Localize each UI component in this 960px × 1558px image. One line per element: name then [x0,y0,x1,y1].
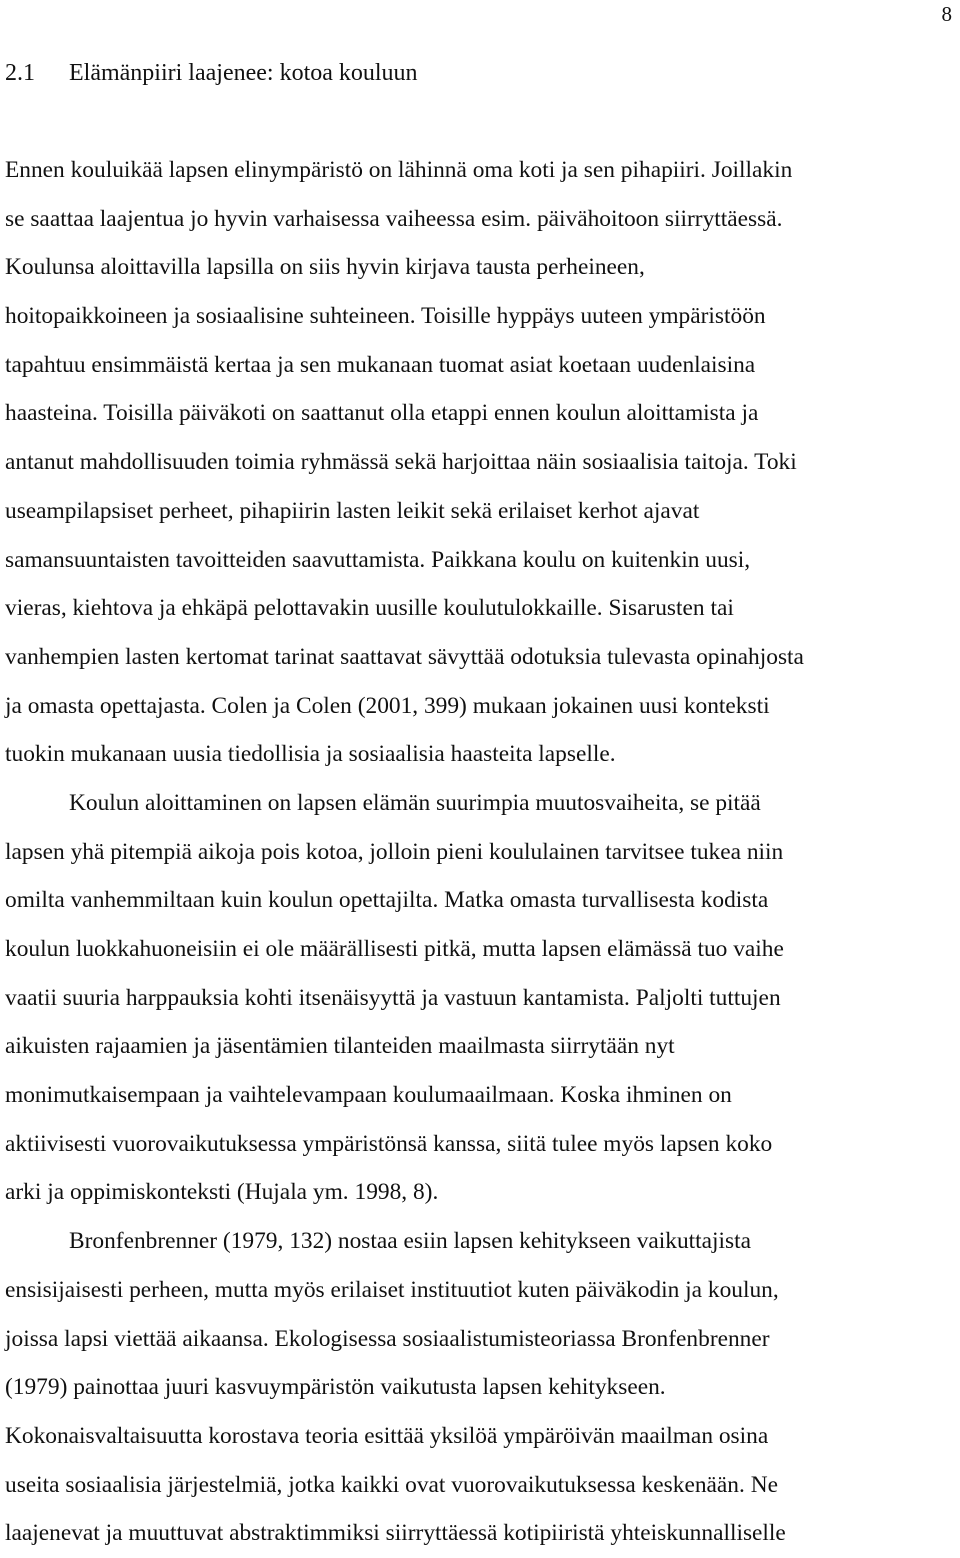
text-line: arki ja oppimiskonteksti (Hujala ym. 1998, 8). [5,1179,439,1206]
text-line: useampilapsiset perheet, pihapiirin lasten leikit sekä erilaiset kerhot ajavat [5,497,700,524]
section-number: 2.1 [5,60,35,86]
text-line: joissa lapsi viettää aikaansa. Ekologisessa sosiaalistumisteoriassa Bronfenbrenner [5,1325,770,1352]
text-line: se saattaa laajentua jo hyvin varhaisessa vaiheessa esim. päivähoitoon siirryttäessä. [5,205,783,232]
body-text [5,146,955,1558]
text-line: lapsen yhä pitempiä aikoja pois kotoa, jolloin pieni koululainen tarvitsee tukea niin [5,838,784,865]
text-line: Kokonaisvaltaisuutta korostava teoria esittää yksilöä ympäröivän maailman osina [5,1422,769,1449]
text-line: aktiivisesti vuorovaikutuksessa ympäristönsä kanssa, siitä tulee myös lapsen koko [5,1130,773,1157]
text-line: Ennen kouluikää lapsen elinympäristö on lähinnä oma koti ja sen pihapiiri. Joillakin [5,157,793,183]
text-line: koulun luokkahuoneisiin ei ole määrällisesti pitkä, mutta lapsen elämässä tuo vaihe [5,936,784,962]
text-line: (1979) painottaa juuri kasvuympäristön vaikutusta lapsen kehitykseen. [5,1374,666,1401]
text-line: tapahtuu ensimmäistä kertaa ja sen mukanaan tuomat asiat koetaan uudenlaisina [5,351,756,378]
paragraph-first-line: Bronfenbrenner (1979, 132) nostaa esiin lapsen kehitykseen vaikuttajista [69,1228,752,1255]
text-line: antanut mahdollisuuden toimia ryhmässä sekä harjoittaa näin sosiaalisia taitoja. Toki [5,449,797,476]
section-title: Elämänpiiri laajenee: kotoa kouluun [69,60,418,86]
text-line: vieras, kiehtova ja ehkäpä pelottavakin uusille koulutulokkaille. Sisarusten tai [5,595,734,622]
text-line: tuokin mukanaan uusia tiedollisia ja sosiaalisia haasteita lapselle. [5,741,616,768]
text-line: laajenevat ja muuttuvat abstraktimmiksi siirryttäessä kotipiiristä yhteiskunnalliselle [5,1520,786,1547]
text-line: monimutkaisempaan ja vaihtelevampaan koulumaailmaan. Koska ihminen on [5,1082,732,1109]
paragraph-first-line: Koulun aloittaminen on lapsen elämän suurimpia muutosvaiheita, se pitää [69,789,761,816]
text-line: samansuuntaisten tavoitteiden saavuttamista. Paikkana koulu on kuitenkin uusi, [5,546,751,573]
text-line: vanhempien lasten kertomat tarinat saattavat sävyttää odotuksia tulevasta opinahjosta [5,643,804,670]
text-line: vaatii suuria harppauksia kohti itsenäisyyttä ja vastuun kantamista. Paljolti tuttujen [5,984,781,1011]
page-number: 8 [941,2,952,26]
text-line: useita sosiaalisia järjestelmiä, jotka kaikki ovat vuorovaikutuksessa keskenään. Ne [5,1471,778,1498]
text-line: ensisijaisesti perheen, mutta myös erilaiset instituutiot kuten päiväkodin ja koulun, [5,1276,779,1303]
text-line: aikuisten rajaamien ja jäsentämien tilanteiden maailmasta siirrytään nyt [5,1033,675,1060]
text-line: ja omasta opettajasta. Colen ja Colen (2001, 399) mukaan jokainen uusi konteksti [5,692,770,719]
text-line: haasteina. Toisilla päiväkoti on saattanut olla etappi ennen koulun aloittamista ja [5,400,759,427]
text-line: hoitopaikkoineen ja sosiaalisine suhteineen. Toisille hyppäys uuteen ympäristöön [5,303,766,330]
section-heading [5,58,418,88]
text-line: omilta vanhemmiltaan kuin koulun opettajilta. Matka omasta turvallisesta kodista [5,887,769,914]
text-line: Koulunsa aloittavilla lapsilla on siis hyvin kirjava tausta perheineen, [5,254,645,281]
